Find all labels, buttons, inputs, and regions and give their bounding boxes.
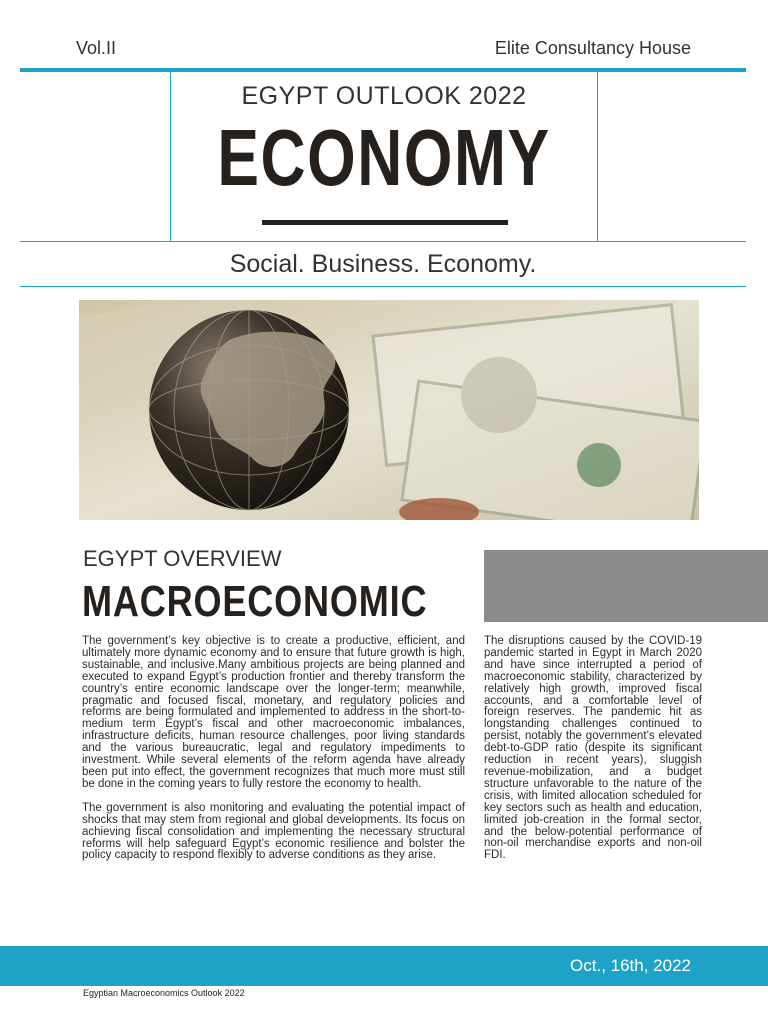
section-label: EGYPT OVERVIEW [83, 546, 282, 571]
issue-date: Oct., 16th, 2022 [570, 956, 691, 975]
globe-on-money-illustration [79, 300, 699, 520]
footer-note: Egyptian Macroeconomics Outlook 2022 [83, 988, 245, 998]
article-paragraph: The government is also monitoring and evaluating the potential impact of shocks that may stem from regional and global developments. Its focus on achieving fiscal consolidation and implementing the necessary structural reforms will help safeguard Egypt’s economic resilience and bolster the policy capacity to respond flexibly to adverse conditions as they arise. [82, 801, 465, 862]
publisher-name: Elite Consultancy House [494, 38, 691, 58]
tagline: Social. Business. Economy. [229, 250, 537, 278]
article-column-right [484, 636, 702, 862]
top-rule [20, 68, 746, 72]
gray-decorative-block [484, 550, 768, 622]
volume-label: Vol.II [76, 38, 117, 58]
article-paragraph: The disruptions caused by the COVID-19 pandemic started in Egypt in March 2020 and have since interrupted a period of macroeconomic stability, characterized by relatively high growth, improved fiscal accounts, and a comfortable level of foreign reserves. The pandemic hit as longstanding challenges continued to persist, notably the government’s elevated debt-to-GDP ratio (despite its significant reduction in recent years), sluggish revenue-mobilization, and a budget structure unfavorable to the nature of the crisis, with limited allocation scheduled for key sectors such as health and education, limited job-creation in the formal sector, and the below-potential performance of non-oil merchandise exports and non-oil FDI. [484, 635, 702, 862]
title-underline [262, 220, 508, 225]
hero-image [79, 300, 699, 520]
article-paragraph: The government’s key objective is to create a productive, efficient, and ultimately more dynamic economy and to ensure that future growth is high, sustainable, and inclusive.Many ambitious projects are being planned and executed to expand Egypt’s production frontier and thereby transform the country’s entire economic landscape over the longer-term; meanwhile, pragmatic and focused fiscal, monetary, and regulatory policies and reforms are being formulated and implemented to address in the short-to-medium term Egypt’s fiscal and other macroeconomic imbalances, infrastructure deficits, human resource challenges, poor living standards and the various bureaucratic, legal and regulatory impediments to investment. While several elements of the reform agenda have already been put into effect, the government recognizes that much more must still be done in the coming years to fully restore the economy to health. [82, 635, 465, 790]
article-headline: MACROECONOMIC [82, 577, 428, 626]
tagline-bottom-rule [20, 286, 746, 287]
masthead-title: ECONOMY [217, 113, 551, 202]
masthead-bottom-rule [20, 241, 746, 242]
article-column-left [82, 636, 465, 874]
masthead-kicker: EGYPT OUTLOOK 2022 [241, 82, 527, 110]
